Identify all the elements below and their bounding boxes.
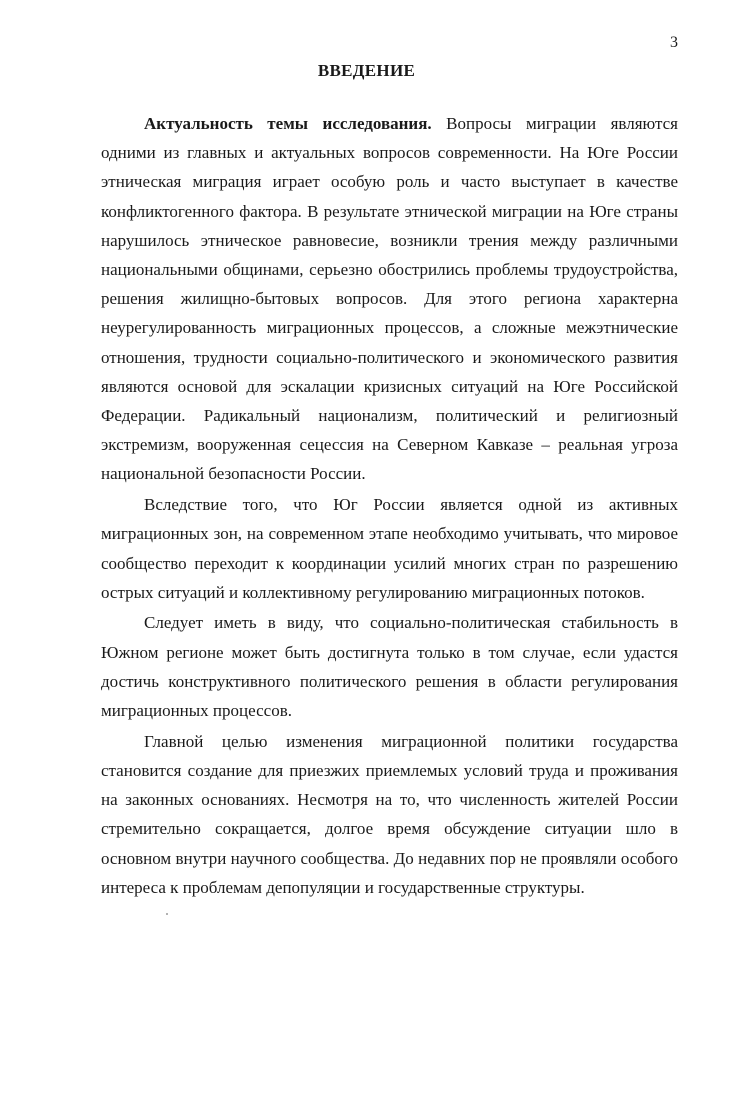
page-number: 3: [670, 34, 678, 51]
paragraph-lead: Актуальность темы исследования.: [144, 114, 432, 133]
scan-speck: [166, 913, 168, 915]
paragraph-4: [101, 727, 678, 902]
paragraph-4-text: Главной целью изменения миграционной политики государства становится создание для приезжих приемлемых условий труда и проживания на законных основаниях. Несмотря на то, что численность жителей России стремительно сокращается, долгое время обсуждение ситуации шло в основном внутри научного сообщества. До недавних пор не проявляли особого интереса к проблемам депопуляции и государственные структуры.: [101, 731, 678, 897]
page-heading: ВВЕДЕНИЕ: [317, 61, 416, 80]
paragraph-2-text: Вследствие того, что Юг России является одной из активных миграционных зон, на современном этапе необходимо учитывать, что мировое сообщество переходит к координации усилий многих стран по разрешению острых ситуаций и коллективному регулированию миграционных потоков.: [101, 495, 678, 602]
paragraph-1: [101, 109, 678, 489]
paragraph-2: [101, 490, 678, 607]
paragraph-3-text: Следует иметь в виду, что социально-политическая стабильность в Южном регионе может быть достигнута только в том случае, если удастся достичь конструктивного политического решения в области регулирования миграционных процессов.: [101, 613, 678, 721]
paragraph-3: [101, 608, 678, 725]
body-text: [101, 109, 678, 902]
paragraph-1-text: Вопросы миграции являются одними из главных и актуальных вопросов современности. На Юге России этническая миграция играет особую роль и часто выступает в качестве конфликтогенного фактора. В результате этнической миграции на Юге страны нарушилось этническое равновесие, возникли трения между различными национальными общинами, серьезно обострились проблемы трудоустройства, решения жилищно-бытовых вопросов. Для этого региона характерна неурегулированность миграционных процессов, а сложные межэтнические отношения, трудности социально-политического и экономического развития являются основой для эскалации кризисных ситуаций на Юге Российской Федерации. Радикальный национализм, политический и религиозный экстремизм, вооруженная сецессия на Северном Кавказе – реальная угроза национальной безопасности России.: [101, 114, 678, 484]
